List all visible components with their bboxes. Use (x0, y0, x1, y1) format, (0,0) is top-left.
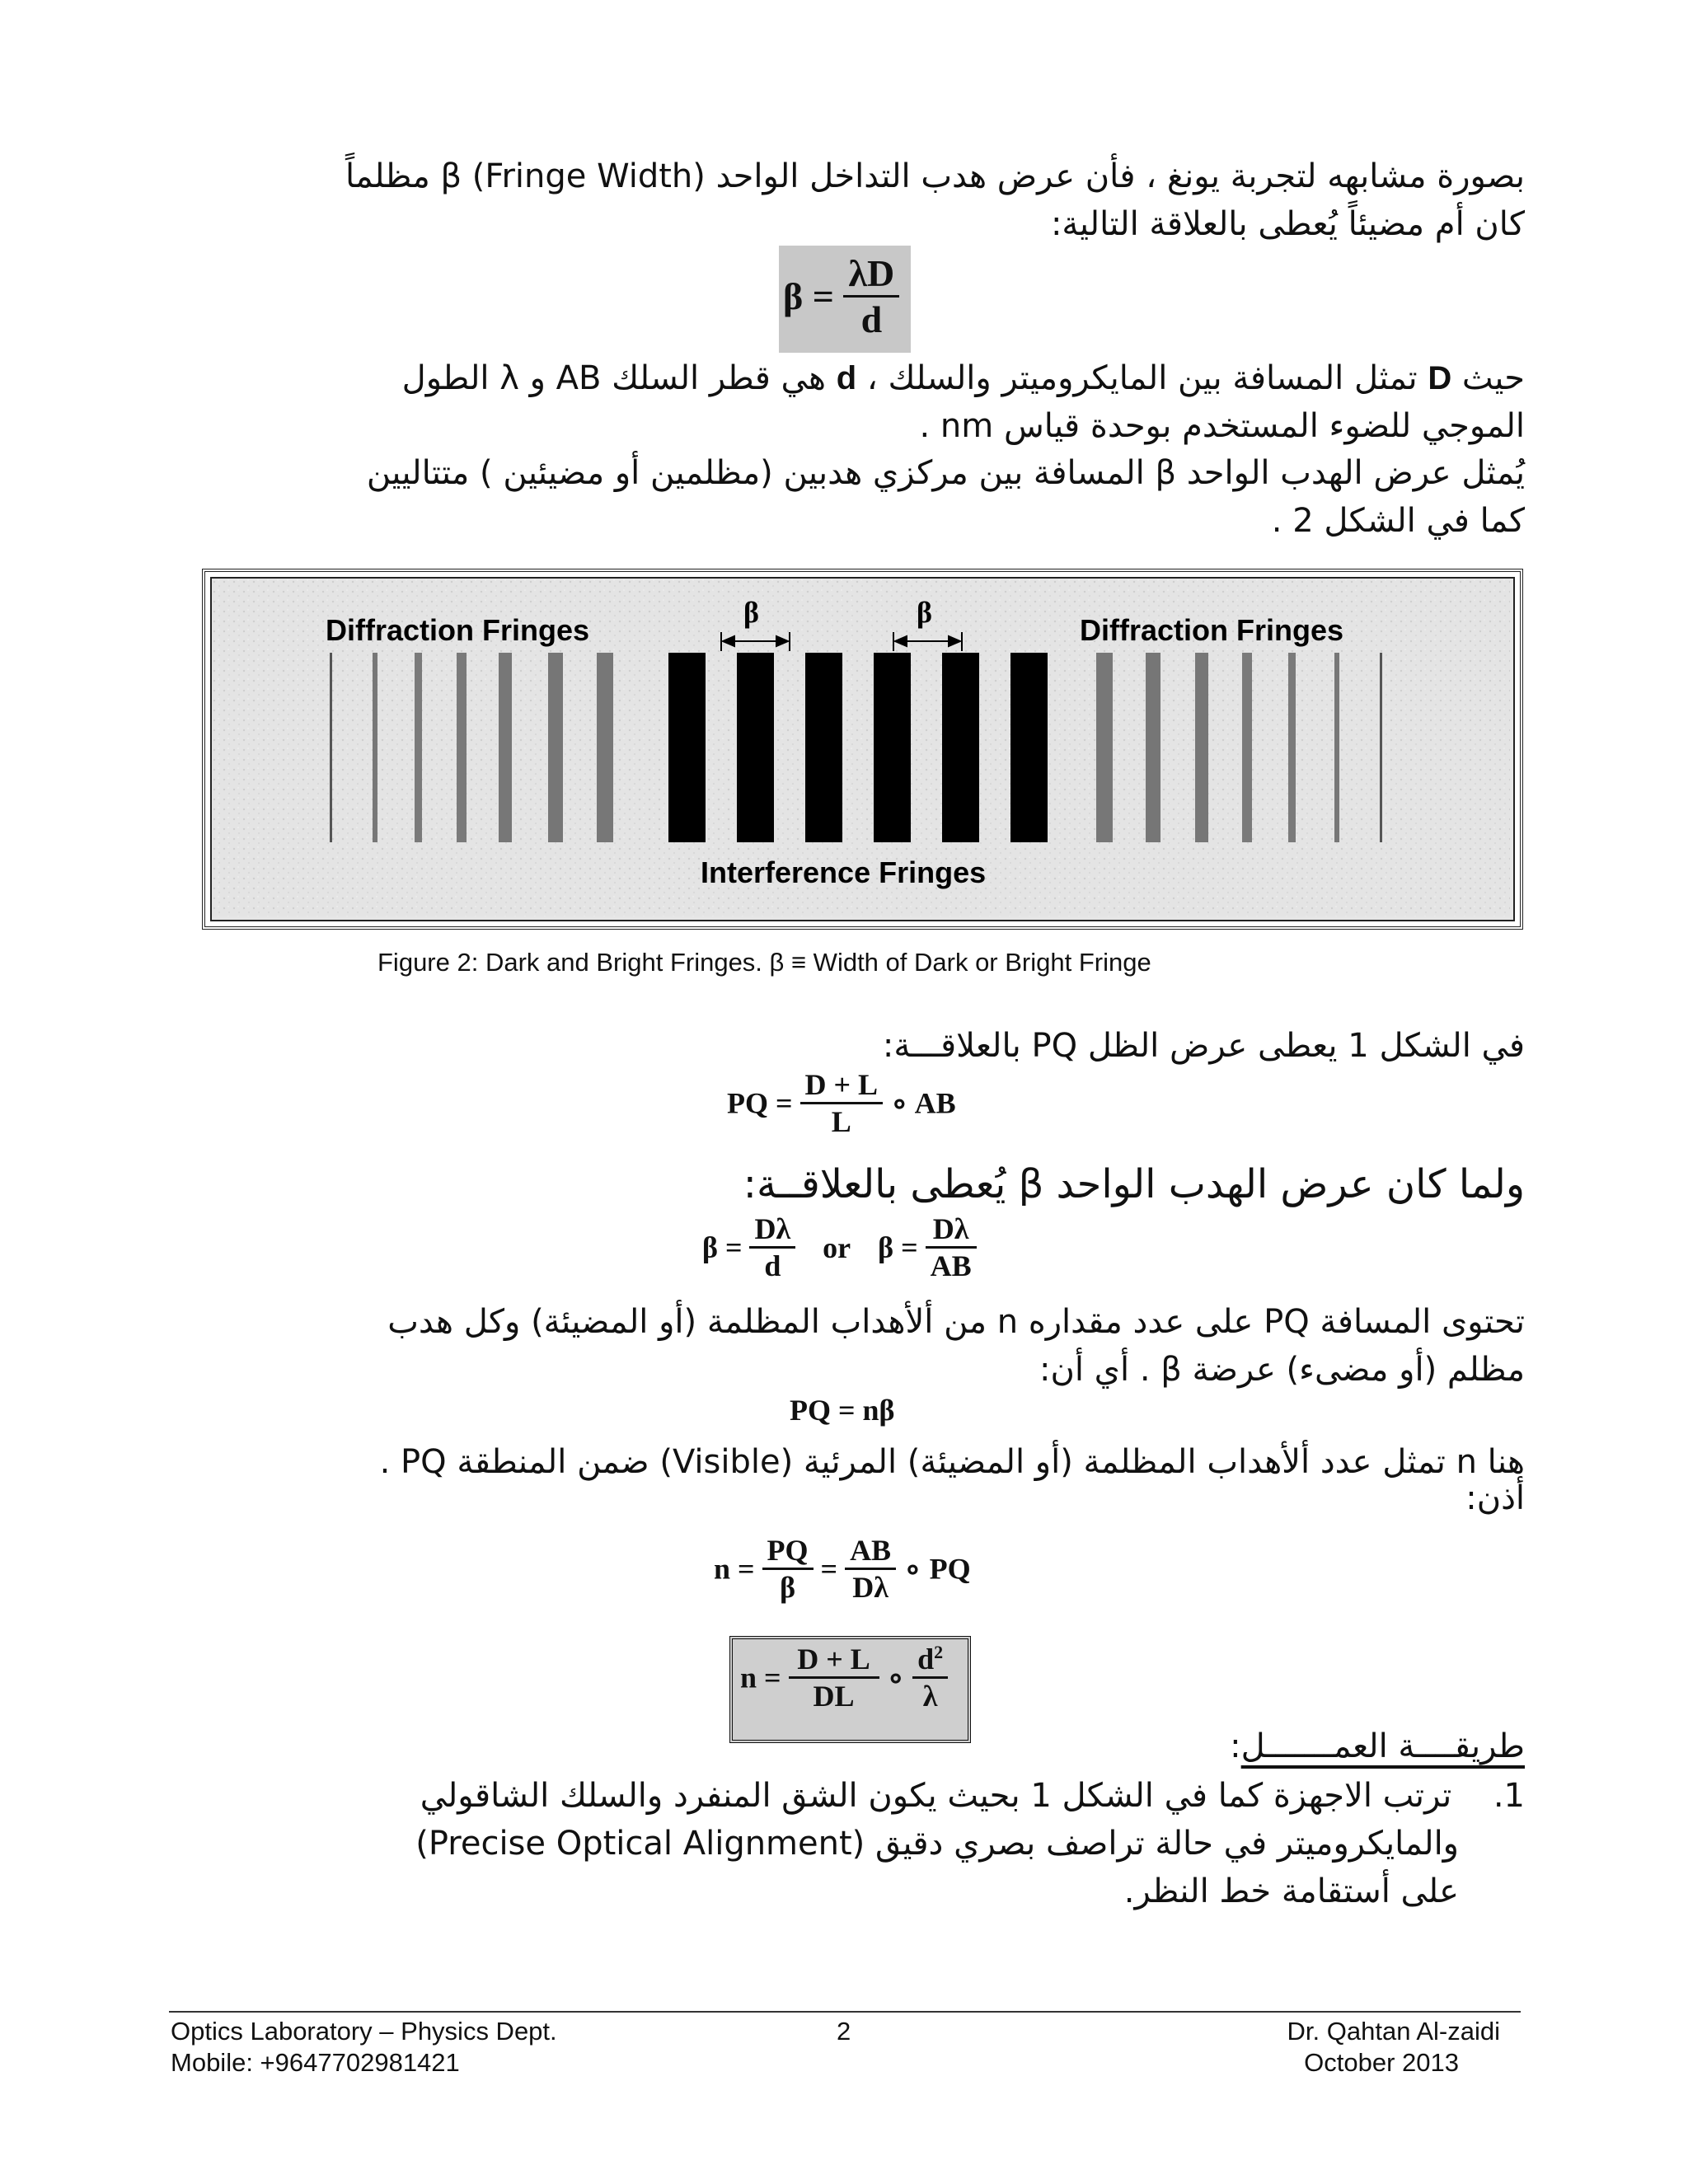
text-line: على أستقامة خط النظر. (1123, 1872, 1459, 1910)
eq-numerator: λD (843, 251, 899, 298)
eq-fraction (843, 251, 899, 341)
equation-final: n = $\frac{D + L}{DL}$ ∘ $\frac{d^2}{\lambda}$ (740, 1642, 948, 1713)
interference-fringe (1010, 653, 1048, 842)
method-heading-text: طريقــــة العمـــــــل (1240, 1727, 1525, 1765)
label-diffraction-left: Diffraction Fringes (326, 613, 590, 647)
footer-lab-name: Optics Laboratory – Physics Dept. (171, 2017, 557, 2046)
eq-fraction: $\frac{D\lambda}{d}$ (749, 1212, 795, 1283)
diffraction-fringe (415, 653, 422, 842)
diffraction-fringe (499, 653, 512, 842)
paragraph-fringe-count (169, 1298, 1525, 1394)
text-line: .1 ترتب الاجهزة كما في الشكل 1 بحيث يكون الشق المنفرد والسلك الشاقولي (169, 1772, 1525, 1820)
diffraction-fringe (1096, 653, 1113, 842)
text-line: كان أم مضيئاً يُعطى بالعلاقة التالية: (1050, 205, 1525, 243)
diffraction-fringe (1380, 653, 1382, 842)
text-line: الموجي للضوء المستخدم بوحدة قياس nm . (919, 407, 1525, 445)
step-number: .1 (1493, 1777, 1525, 1815)
footer-author: Dr. Qahtan Al-zaidi (1287, 2017, 1500, 2046)
footer-right (1220, 2016, 1500, 2079)
label-diffraction-right: Diffraction Fringes (1080, 613, 1344, 647)
diffraction-fringe (597, 653, 613, 842)
footer-mobile: Mobile: +9647702981421 (171, 2048, 460, 2077)
interference-fringe (805, 653, 842, 842)
equation-pq: PQ = $\frac{D + L}{L}$ ∘ AB (727, 1068, 956, 1138)
diffraction-fringe (1288, 653, 1296, 842)
footer-date: October 2013 (1304, 2048, 1459, 2077)
method-heading: طريقــــة العمـــــــل: (1230, 1727, 1525, 1765)
paragraph-shadow-width: في الشكل 1 يعطى عرض الظل PQ بالعلاقـــة: (882, 1027, 1525, 1065)
text-line: بصورة مشابهه لتجربة يونغ ، فأن عرض هدب التداخل الواحد β (Fringe Width) مظلماً (345, 157, 1525, 195)
diffraction-fringe (1242, 653, 1252, 842)
interference-fringe (737, 653, 774, 842)
text-line: أذن: (1465, 1479, 1525, 1517)
diffraction-fringe (457, 653, 467, 842)
text-line: هنا n تمثل عدد ألأهداب المظلمة (أو المضيئة) المرئية (Visible) ضمن المنطقة PQ . (379, 1443, 1525, 1481)
paragraph-beta-relation: ولما كان عرض الهدب الواحد β يُعطى بالعلاقــة: (743, 1161, 1525, 1207)
equation-pq-nbeta: PQ = nβ (790, 1394, 895, 1427)
text-line: يُمثل عرض الهدب الواحد β المسافة بين مركزي هدبين (مظلمين أو مضيئين ) متتاليين (366, 454, 1525, 492)
eq-fraction: $\frac{AB}{D\lambda}$ (845, 1533, 896, 1605)
diffraction-fringe (330, 653, 332, 842)
beta-label-right: β (917, 596, 932, 629)
figure-fringes (202, 569, 1523, 930)
superscript: 2 (934, 1642, 944, 1662)
text-line: والمايكروميتر في حالة تراصف بصري دقيق (Precise Optical Alignment) (415, 1825, 1459, 1863)
symbol-D: D (1428, 360, 1452, 396)
paragraph-fringe-width (169, 152, 1525, 248)
text-line: كما في الشكل 2 . (1271, 502, 1525, 540)
text-line: تحتوى المسافة PQ على عدد مقداره n من ألأهداب المظلمة (أو المضيئة) وكل هدب (387, 1303, 1525, 1341)
text-line: مظلم (أو مضىء) عرضة β . أي أن: (1039, 1351, 1525, 1389)
interference-fringe (668, 653, 706, 842)
eq-fraction: $\frac{D\lambda}{AB}$ (926, 1212, 977, 1283)
diffraction-fringe (1334, 653, 1339, 842)
diffraction-fringe (373, 653, 377, 842)
diffraction-fringe (1146, 653, 1160, 842)
paragraph-visible-fringes (169, 1438, 1525, 1522)
eq-fraction: $\frac{PQ}{\beta}$ (762, 1533, 814, 1605)
equation-beta-alternatives: β = $\frac{D\lambda}{d}$ or β = $\frac{D\lambda}{AB}$ (702, 1212, 977, 1283)
eq-fraction: $\frac{D + L}{L}$ (800, 1067, 884, 1139)
diffraction-fringe (1195, 653, 1208, 842)
footer-left (171, 2016, 557, 2079)
paragraph-beta-meaning (169, 449, 1525, 545)
text-line: حيث D تمثل المسافة بين المايكروميتر والسلك ، d هي قطر السلك AB و λ الطول (401, 359, 1525, 397)
eq-denominator: d (860, 298, 883, 340)
equation-n: n = $\frac{PQ}{\beta}$ = $\frac{AB}{D\lambda}$ ∘ PQ (714, 1534, 971, 1604)
label-interference: Interference Fringes (701, 855, 987, 889)
eq-lhs: β = (783, 275, 834, 317)
beta-label-left: β (743, 596, 759, 629)
interference-fringe (874, 653, 911, 842)
figure-canvas (210, 577, 1515, 921)
page-number: 2 (837, 2017, 851, 2046)
eq-fraction: $\frac{d^2}{\lambda}$ (912, 1642, 948, 1713)
figure-caption: Figure 2: Dark and Bright Fringes. β ≡ Width of Dark or Bright Fringe (377, 948, 1151, 977)
paragraph-definitions (169, 354, 1525, 450)
diffraction-fringe (548, 653, 563, 842)
step-1 (169, 1772, 1525, 1915)
equation-beta (783, 251, 899, 341)
eq-fraction: $\frac{D + L}{DL}$ (789, 1642, 879, 1713)
symbol-d: d (836, 360, 857, 396)
footer-divider (169, 2011, 1521, 2013)
interference-fringe (942, 653, 979, 842)
